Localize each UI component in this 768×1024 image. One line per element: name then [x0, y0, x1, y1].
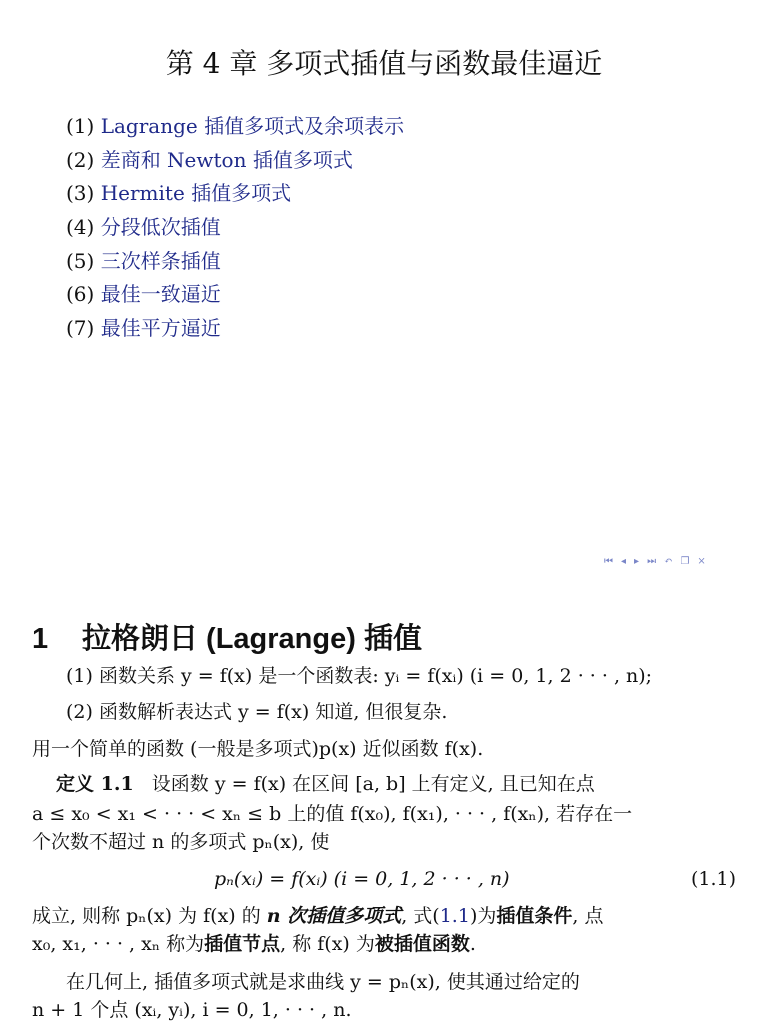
toc-item-number: (3) [66, 181, 95, 206]
toc-item-number: (6) [66, 282, 95, 307]
conclusion-line-1 [32, 904, 603, 928]
toc-item-number: (1) [66, 114, 95, 138]
fullscreen-icon[interactable]: ❐ [680, 556, 690, 567]
section-number: 1 [32, 623, 49, 655]
toc-item-number: (4) [66, 215, 95, 240]
definition-line-3: 个次数不超过 n 的多项式 pₙ(x), 使 [32, 831, 330, 853]
next-slide-icon[interactable]: ▸ [634, 556, 640, 567]
toc-item[interactable] [66, 177, 404, 211]
interpolation-equation: pₙ(xᵢ) = f(xᵢ) (i = 0, 1, 2 · · · , n) [214, 868, 510, 890]
equation-reference-link[interactable]: 1.1 [439, 905, 470, 927]
go-back-icon[interactable]: ↶ [664, 556, 673, 567]
term-n-degree-interpolation-polynomial: n 次插值多项式 [266, 905, 402, 927]
chapter-title: 第 4 章 多项式插值与函数最佳逼近 [165, 47, 603, 80]
text-segment: , 点 [572, 905, 604, 927]
definition-line-2: a ≤ x₀ < x₁ < · · · < xₙ ≤ b 上的值 f(x₀), f(x₁), · · · , f(xₙ), 若存在一 [32, 803, 633, 825]
toc-item[interactable] [66, 245, 404, 279]
section-heading [32, 616, 422, 657]
toc-item-number: (7) [66, 316, 95, 341]
geometric-line-1: 在几何上, 插值多项式就是求曲线 y = pₙ(x), 使其通过给定的 [66, 971, 580, 993]
definition-label: 定义 1.1 [56, 773, 134, 795]
conclusion-line-2 [32, 932, 476, 956]
geometric-line-2: n + 1 个点 (xᵢ, yᵢ), i = 0, 1, · · · , n. [32, 999, 352, 1021]
text-segment: 成立, 则称 pₙ(x) 为 f(x) 的 [32, 905, 267, 927]
toc-item-number: (2) [66, 147, 95, 172]
term-interpolation-condition: 插值条件 [496, 905, 573, 927]
toc-item-link[interactable]: 最佳一致逼近 [100, 282, 221, 307]
text-segment: , 式( [401, 905, 440, 927]
section-title: 拉格朗日 (Lagrange) 插值 [82, 623, 422, 655]
toc-item-link[interactable]: 三次样条插值 [100, 248, 221, 273]
toc-item[interactable] [66, 110, 404, 144]
text-segment: )为 [469, 905, 497, 927]
case-line-2: (2) 函数解析表达式 y = f(x) 知道, 但很复杂. [66, 701, 448, 723]
toc-item[interactable] [66, 144, 404, 178]
term-interpolation-nodes: 插值节点 [204, 933, 281, 955]
definition-line-1 [56, 772, 595, 796]
text-segment: x₀, x₁, · · · , xₙ 称为 [32, 933, 205, 955]
definition-text: 设函数 y = f(x) 在区间 [a, b] 上有定义, 且已知在点 [151, 773, 595, 795]
toc-item[interactable] [66, 312, 404, 346]
close-icon[interactable]: × [697, 556, 706, 567]
toc-item[interactable] [66, 211, 404, 245]
toc-item-link[interactable]: Lagrange 插值多项式及余项表示 [100, 114, 405, 138]
approximation-line: 用一个简单的函数 (一般是多项式)p(x) 近似函数 f(x). [32, 738, 484, 760]
last-slide-icon[interactable]: ⏭ [647, 556, 657, 567]
term-interpolated-function: 被插值函数 [374, 933, 470, 955]
equation-number: (1.1) [690, 868, 736, 890]
previous-slide-icon[interactable]: ◂ [621, 556, 627, 567]
first-slide-icon[interactable]: ⏮ [604, 556, 613, 567]
toc-item-number: (5) [66, 248, 95, 273]
toc-item-link[interactable]: 最佳平方逼近 [100, 316, 221, 341]
text-segment: , 称 f(x) 为 [280, 933, 375, 955]
toc-item-link[interactable]: 分段低次插值 [100, 215, 221, 240]
text-segment: . [469, 933, 476, 955]
toc-item-link[interactable]: Hermite 插值多项式 [100, 181, 292, 206]
case-line-1: (1) 函数关系 y = f(x) 是一个函数表: yᵢ = f(xᵢ) (i = 0, 1, 2 · · · , n); [66, 665, 653, 687]
toc-item[interactable] [66, 278, 404, 312]
slide-navigation-bar [604, 556, 714, 567]
lagrange-section-slide [0, 580, 768, 1024]
toc-item-link[interactable]: 差商和 Newton 插值多项式 [100, 147, 353, 172]
table-of-contents [66, 110, 404, 346]
